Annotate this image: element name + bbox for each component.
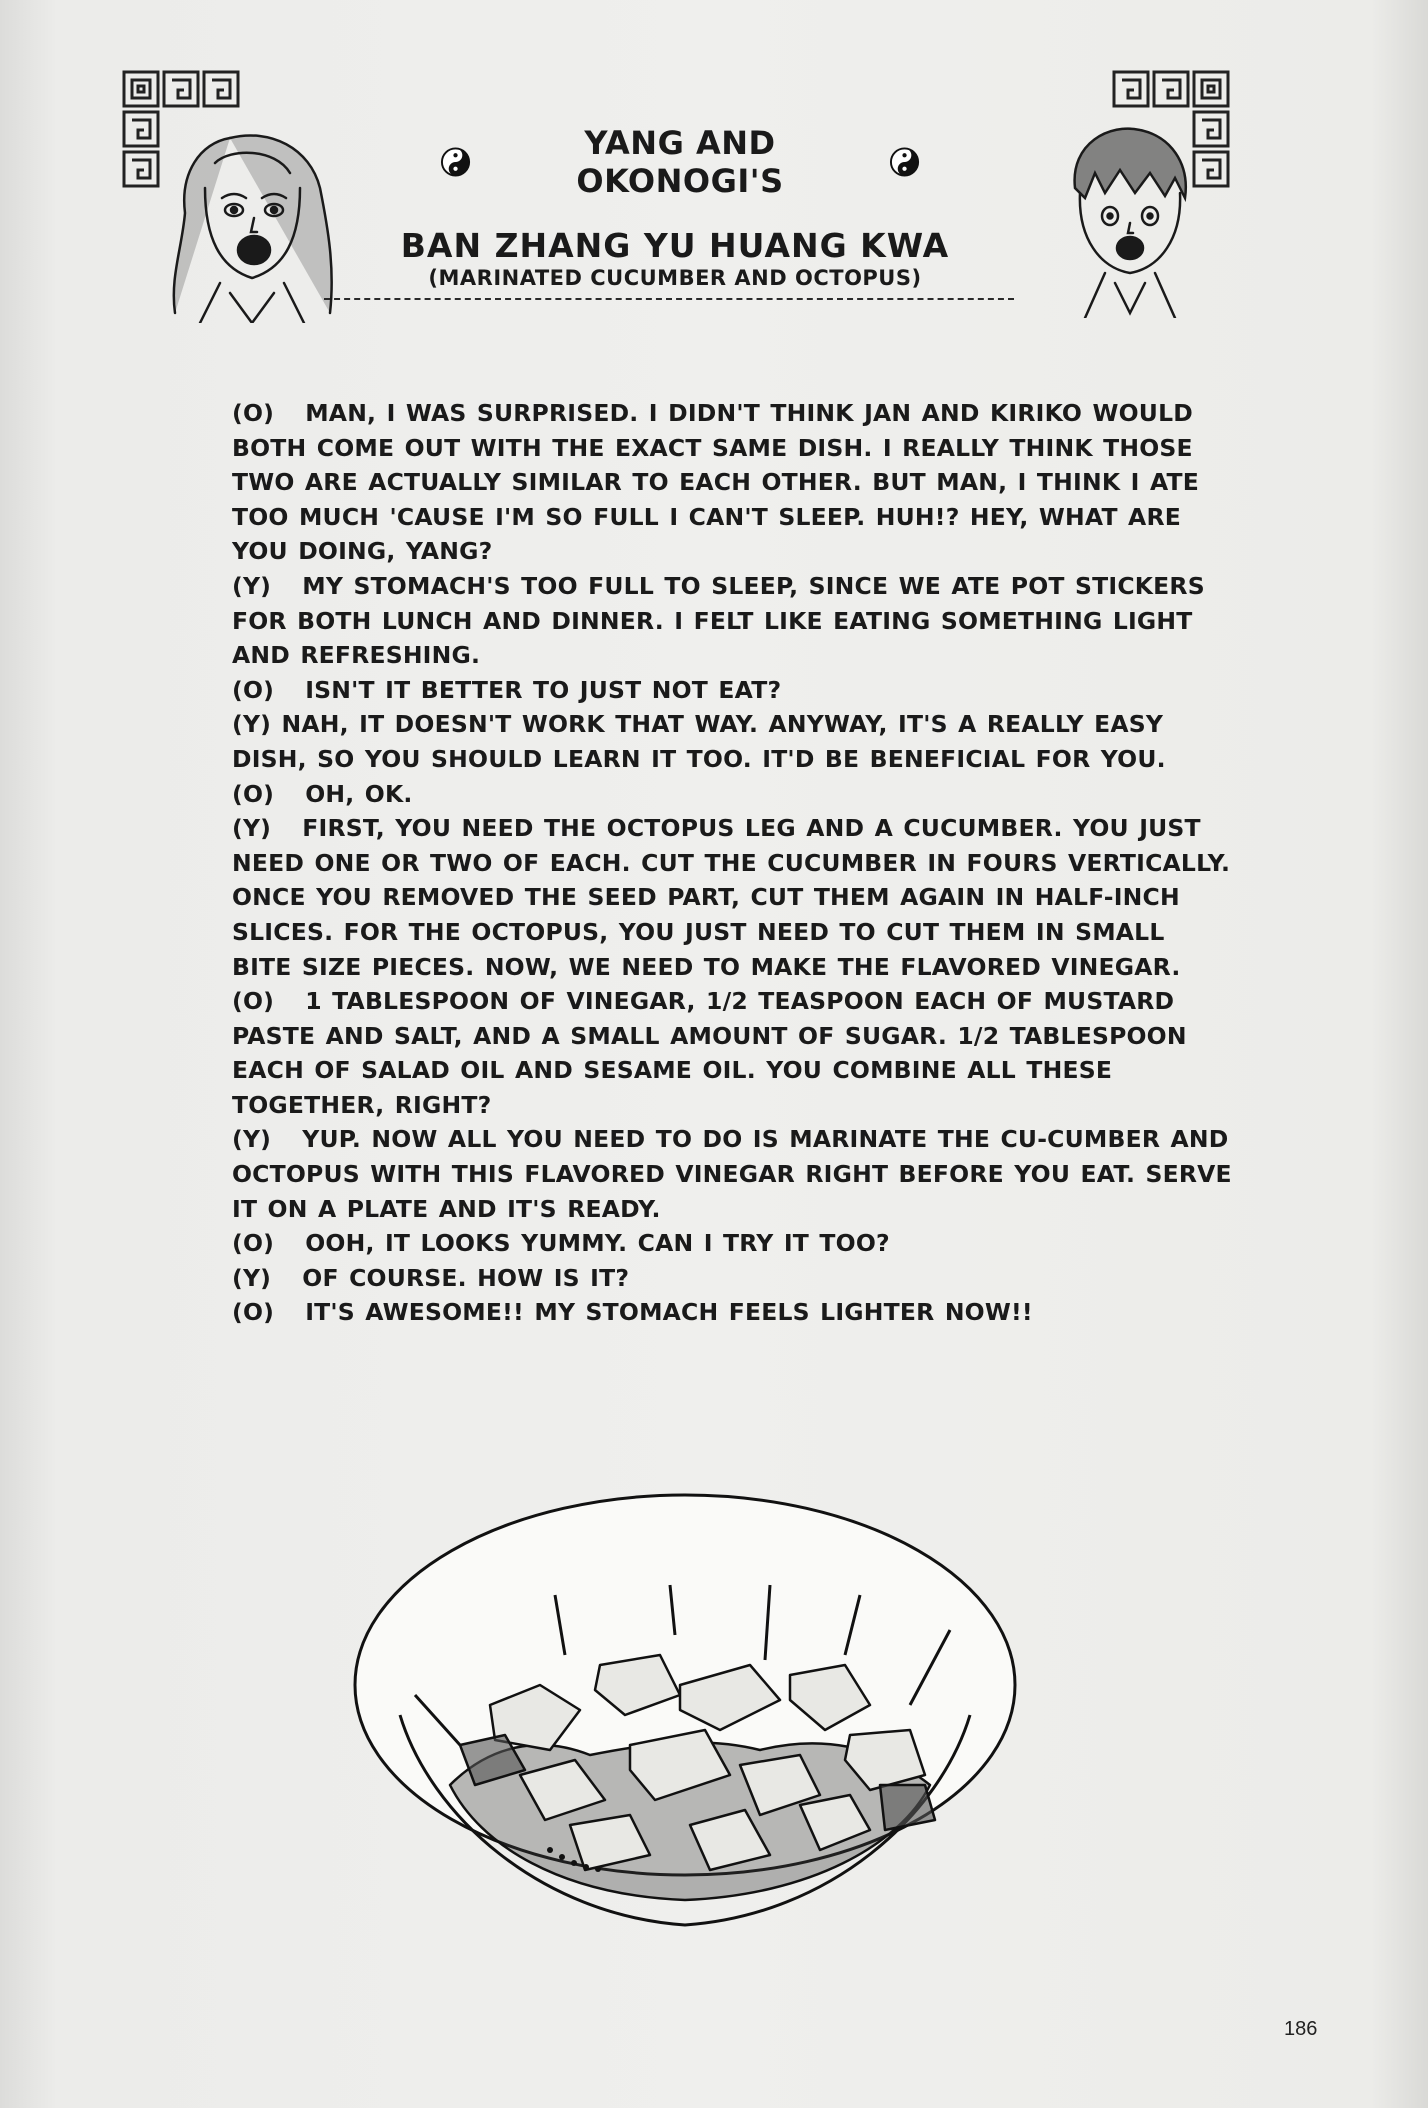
speaker-tag: (Y) xyxy=(232,710,272,739)
speaker-tag: (O) xyxy=(232,399,275,427)
dialogue-line xyxy=(232,707,1232,776)
speaker-tag: (O) xyxy=(232,1229,275,1258)
dialogue-text: OOH, IT LOOKS YUMMY. CAN I TRY IT TOO? xyxy=(305,1229,890,1258)
dialogue-text: 1 TABLESPOON OF VINEGAR, 1/2 TEASPOON EACH OF MUSTARD PASTE AND SALT, AND A SMALL AMOUNT OF SUGAR. 1/2 TABLESPOON EACH OF SALAD OIL AND SESAME OIL. YOU COMBINE ALL THESE TOGETHER, RIGHT? xyxy=(232,987,1187,1119)
dialogue-text: OF COURSE. HOW IS IT? xyxy=(302,1263,630,1292)
dialogue-line xyxy=(232,569,1232,673)
recipe-subtitle: (MARINATED CUCUMBER AND OCTOPUS) xyxy=(428,266,922,290)
dialogue-text: MY STOMACH'S TOO FULL TO SLEEP, SINCE WE ATE POT STICKERS FOR BOTH LUNCH AND DINNER. I FELT LIKE EATING SOMETHING LIGHT AND REFRESHING. xyxy=(232,571,1205,670)
recipe-name: BAN ZHANG YU HUANG KWA xyxy=(400,226,950,265)
dialogue-line xyxy=(232,777,1232,812)
dialogue-line xyxy=(232,1295,1232,1330)
bowl-illustration xyxy=(340,1485,1030,1935)
speaker-tag: (O) xyxy=(232,675,275,704)
dialogue-text: YUP. NOW ALL YOU NEED TO DO IS MARINATE THE CU-CUMBER AND OCTOPUS WITH THIS FLAVORED VINEGAR RIGHT BEFORE YOU EAT. SERVE IT ON A PLATE AND IT'S READY. xyxy=(232,1125,1232,1223)
page-number: 186 xyxy=(1284,2018,1318,2040)
speaker-tag: (Y) xyxy=(232,1125,272,1154)
dialogue-text: MAN, I WAS SURPRISED. I DIDN'T THINK JAN AND KIRIKO WOULD BOTH COME OUT WITH THE EXACT SAME DISH. I REALLY THINK THOSE TWO ARE ACTUALLY SIMILAR TO EACH OTHER. BUT MAN, I THINK I ATE TOO MUCH 'CAUSE I'M SO FULL I CAN'T SLEEP. HUH!? HEY, WHAT ARE YOU DOING, YANG? xyxy=(232,399,1200,566)
yin-yang-icon xyxy=(440,146,471,178)
dialogue-line xyxy=(232,396,1232,569)
dialogue-text: ISN'T IT BETTER TO JUST NOT EAT? xyxy=(305,675,782,704)
dialogue-text: OH, OK. xyxy=(305,779,413,808)
dashed-divider xyxy=(324,298,1014,300)
speaker-tag: (O) xyxy=(232,987,275,1016)
header-title xyxy=(440,124,920,200)
okonogi-portrait xyxy=(1050,118,1200,318)
dialogue-line xyxy=(232,673,1232,708)
speaker-tag: (Y) xyxy=(232,814,272,843)
header-title-text: YANG AND OKONOGI'S xyxy=(576,124,784,200)
dialogue-line xyxy=(232,811,1232,984)
speaker-tag: (O) xyxy=(232,779,275,808)
speaker-tag: (O) xyxy=(232,1298,275,1327)
dialogue-line xyxy=(232,1122,1232,1226)
dialogue-body xyxy=(232,396,1232,1330)
dialogue-line xyxy=(232,1226,1232,1261)
yang-portrait xyxy=(160,118,340,323)
speaker-tag: (Y) xyxy=(232,1263,272,1292)
dialogue-text: IT'S AWESOME!! MY STOMACH FEELS LIGHTER NOW!! xyxy=(305,1298,1033,1327)
dialogue-line xyxy=(232,1261,1232,1296)
dialogue-text: FIRST, YOU NEED THE OCTOPUS LEG AND A CUCUMBER. YOU JUST NEED ONE OR TWO OF EACH. CUT THE CUCUMBER IN FOURS VERTICALLY. ONCE YOU REMOVED THE SEED PART, CUT THEM AGAIN IN HALF-INCH SLICES. FOR THE OCTOPUS, YOU JUST NEED TO CUT THEM IN SMALL BITE SIZE PIECES. NOW, WE NEED TO MAKE THE FLAVORED VINEGAR. xyxy=(232,814,1231,981)
yin-yang-icon xyxy=(889,146,920,178)
speaker-tag: (Y) xyxy=(232,571,272,600)
dialogue-line xyxy=(232,984,1232,1122)
dialogue-text: NAH, IT DOESN'T WORK THAT WAY. ANYWAY, IT'S A REALLY EASY DISH, SO YOU SHOULD LEARN IT TOO. IT'D BE BENEFICIAL FOR YOU. xyxy=(232,710,1166,773)
